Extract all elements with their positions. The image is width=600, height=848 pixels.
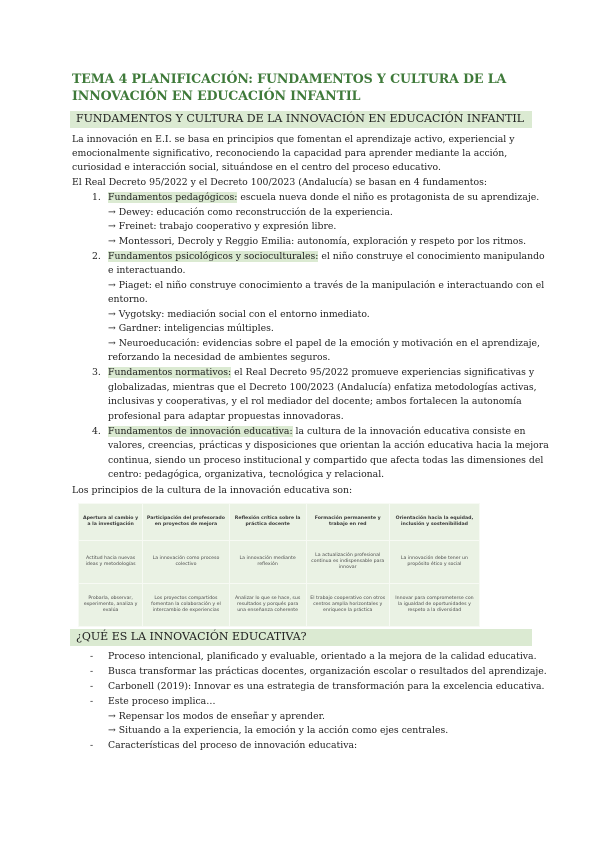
- fundamento-text: escuela nueva donde el niño es protagonista de su aprendizaje.: [237, 192, 540, 203]
- section2-title: ¿QUÉ ES LA INNOVACIÓN EDUCATIVA?: [76, 630, 307, 643]
- fundamento-item: [108, 425, 525, 439]
- bullet-item: Proceso intencional, planificado y evaluable, orientado a la mejora de la calidad educativa.: [108, 651, 537, 662]
- fundamento-label: Fundamentos de innovación educativa:: [108, 426, 293, 437]
- table-cell: El trabajo cooperativo con otros centros amplía horizontales y enriquece la práctica: [306, 584, 389, 627]
- fundamento-text: la cultura de la innovación educativa consiste en: [292, 426, 526, 437]
- fundamento-line: → Vygotsky: mediación social con el entorno inmediato.: [108, 309, 370, 320]
- table-header-row: [79, 504, 480, 541]
- fundamento-line: entorno.: [108, 294, 148, 305]
- fundamento-label: Fundamentos pedagógicos:: [108, 192, 238, 203]
- table-cell: Probarla, observar, experimento, analiza y evalúa: [79, 584, 143, 627]
- list-number: 3.: [92, 367, 101, 378]
- list-number: 4.: [92, 426, 101, 437]
- bullet-item: Este proceso implica…: [108, 696, 216, 707]
- bullet-subline: → Situando a la experiencia, la emoción y la acción como ejes centrales.: [108, 725, 449, 736]
- list-number: 2.: [92, 251, 101, 262]
- principles-table: [78, 503, 480, 627]
- table-header-cell: Orientación hacia la equidad, inclusión y sostenibilidad: [389, 504, 479, 541]
- table-cell: La innovación debe tener un propósito ético y social: [389, 541, 479, 584]
- list-number: 1.: [92, 192, 101, 203]
- fundamento-line: → Piaget: el niño construye conocimiento a través de la manipulación e interactuando con el: [108, 280, 545, 291]
- bullet-dash: -: [90, 666, 94, 677]
- fundamento-text: el niño construye el conocimiento manipulando: [318, 251, 545, 262]
- fundamento-line: → Freinet: trabajo cooperativo y expresión libre.: [108, 221, 337, 232]
- principios-intro: Los principios de la cultura de la innovación educativa son:: [72, 485, 353, 496]
- fundamento-line: profesional para adaptar propuestas innovadoras.: [108, 411, 344, 422]
- bullet-item: Características del proceso de innovación educativa:: [108, 740, 358, 751]
- fundamento-text: el Real Decreto 95/2022 promueve experiencias significativas y: [231, 367, 535, 378]
- fundamento-line: → Dewey: educación como reconstrucción de la experiencia.: [108, 207, 393, 218]
- intro-line: emocionalmente significativo, reconociendo la capacidad para aprender mediante la acción,: [72, 148, 508, 159]
- table-header-cell: Apertura al cambio y a la investigación: [79, 504, 143, 541]
- intro-line: curiosidad e interacción social, situándose en el centro del proceso educativo.: [72, 162, 441, 173]
- table-row: [79, 584, 480, 627]
- table-cell: Actitud hacia nuevas ideas y metodologías: [79, 541, 143, 584]
- intro-line: El Real Decreto 95/2022 y el Decreto 100/2023 (Andalucía) se basan en 4 fundamentos:: [72, 177, 488, 188]
- table-header-cell: Reflexión crítica sobre la práctica docente: [229, 504, 306, 541]
- bullet-item: Busca transformar las prácticas docentes, organización escolar o resultados del aprendizaje.: [108, 666, 547, 677]
- table-cell: Los proyectos compartidos fomentan la colaboración y el intercambio de experiencias: [143, 584, 230, 627]
- fundamento-item: [108, 366, 534, 380]
- fundamento-line: → Neuroeducación: evidencias sobre el papel de la emoción y motivación en el aprendizaje,: [108, 338, 540, 349]
- intro-line: La innovación en E.I. se basa en principios que fomentan el aprendizaje activo, experiencial y: [72, 134, 515, 145]
- table-cell: La innovación mediante reflexión: [229, 541, 306, 584]
- fundamento-line: → Montessori, Decroly y Reggio Emilia: autonomía, exploración y respeto por los ritmos.: [108, 236, 527, 247]
- bullet-dash: -: [90, 740, 94, 751]
- fundamento-line: e interactuando.: [108, 265, 186, 276]
- fundamento-item: [108, 191, 539, 205]
- table-cell: Analizar lo que se hace, sus resultados y porqués para una enseñanza coherente: [229, 584, 306, 627]
- fundamento-item: [108, 250, 545, 264]
- fundamento-line: valores, creencias, prácticas y disposiciones que orientan la acción educativa hacia la mejora: [108, 440, 549, 451]
- fundamento-line: reforzando la necesidad de ambientes seguros.: [108, 352, 331, 363]
- fundamento-label: Fundamentos psicológicos y socioculturales:: [108, 251, 319, 262]
- bullet-dash: -: [90, 651, 94, 662]
- table-cell: La actualización profesional continua es indispensable para innovar: [306, 541, 389, 584]
- fundamento-line: globalizadas, mientras que el Decreto 100/2023 (Andalucía) enfatiza metodologías activas,: [108, 382, 537, 393]
- table-cell: Innovar para comprometerse con la igualdad de oportunidades y respeto a la diversidad: [389, 584, 479, 627]
- bullet-dash: -: [90, 681, 94, 692]
- fundamento-label: Fundamentos normativos:: [108, 367, 232, 378]
- bullet-dash: -: [90, 696, 94, 707]
- fundamento-line: centro: pedagógica, organizativa, tecnológica y relacional.: [108, 469, 385, 480]
- table-row: [79, 541, 480, 584]
- bullet-subline: → Repensar los modos de enseñar y aprender.: [108, 711, 325, 722]
- fundamento-line: continua, siendo un proceso institucional y compartido que afecta todas las dimensiones del: [108, 455, 544, 466]
- fundamento-line: → Gardner: inteligencias múltiples.: [108, 323, 274, 334]
- fundamento-line: inclusivas y cooperativas, y el rol mediador del docente; ambos fortalecen la autonomía: [108, 396, 522, 407]
- table-header-cell: Formación permanente y trabajo en red: [306, 504, 389, 541]
- table-cell: La innovación como proceso colectivo: [143, 541, 230, 584]
- section-subtitle: FUNDAMENTOS Y CULTURA DE LA INNOVACIÓN EN EDUCACIÓN INFANTIL: [76, 112, 525, 125]
- document-title: TEMA 4 PLANIFICACIÓN: FUNDAMENTOS Y CULTURA DE LA INNOVACIÓN EN EDUCACIÓN INFANTIL: [72, 71, 507, 103]
- table-header-cell: Participación del profesorado en proyectos de mejora: [143, 504, 230, 541]
- bullet-item: Carbonell (2019): Innovar es una estrategia de transformación para la excelencia educativa.: [108, 681, 545, 692]
